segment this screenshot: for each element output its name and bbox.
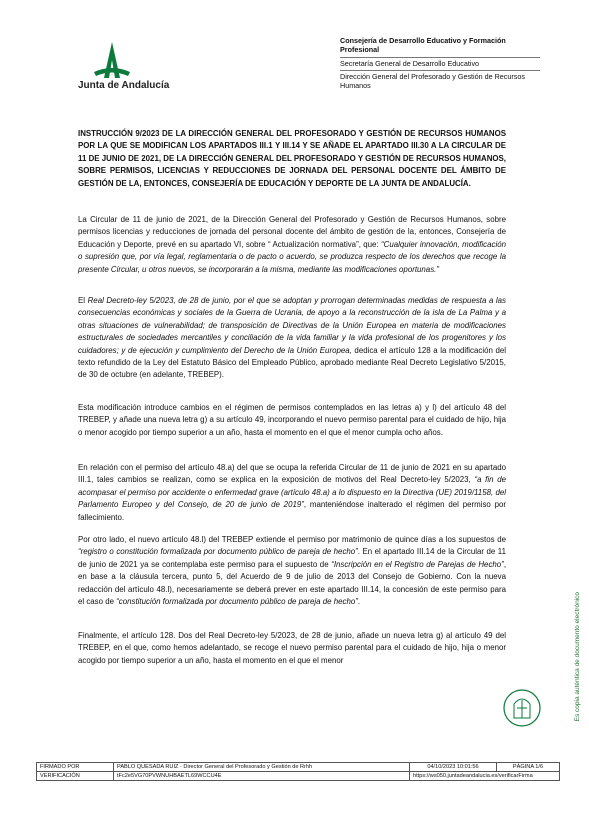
quote: “constitución formalizada por documento público de pareja de hecho” — [116, 597, 358, 607]
ministry-name: Consejería de Desarrollo Educativo y Formación Profesional — [340, 36, 506, 55]
table-cell: VERIFICACIÓN — [37, 772, 114, 781]
text: Por otro lado, el nuevo artículo 48.l) del TREBEP extiende el permiso por matrimonio de quince días a los supuestos de — [78, 535, 506, 544]
text: , manteniéndose inalterado el régimen del permiso por fallecimiento. — [78, 500, 506, 522]
paragraph-5 — [78, 534, 506, 608]
table-cell: PABLO QUESADA RUIZ - Director General del Profesorado y Gestión de Rrhh — [114, 763, 410, 772]
text: . — [357, 597, 361, 607]
paragraph-2 — [78, 295, 506, 382]
text: dedica el artículo 128 a la modificación del texto refundido de la Ley del Estatuto Básico del Empleado Público, aprobado mediante Real Decreto Legislativo 5/2015, de 30 de octubre (en adelante, TREBEP). — [78, 345, 506, 380]
paragraph-1 — [78, 214, 506, 276]
text: En relación con el permiso del artículo 48.a) del que se ocupa la referida Circular de 11 de junio de 2021 en su apartado III.1, tales cambios se realizan, como se explica en la exposición de motivos del Real Decreto-ley 5/2023, — [78, 463, 506, 485]
text: El — [78, 296, 88, 305]
paragraph-6: Finalmente, el artículo 128. Dos del Real Decreto-ley 5/2023, de 28 de junio, añade un nueva letra g) al artículo 49 del TREBEP, en el que, como hemos adelantado, se recoge el nuevo permiso parental para el cuidado de hijo, hija o menor acogido por tiempo superior a un año, hasta el momento en el que el menor — [78, 631, 506, 665]
directorate-name: Dirección General del Profesorado y Gestión de Recursos Humanos — [340, 72, 525, 91]
authenticity-side-note — [574, 592, 584, 732]
text: , en base a la cláusula tercera, punto 5, del Acuerdo de 9 de julio de 2013 del Consejo de Gobierno. Con la nueva redacción del artículo 48.l), necesariamente se deberá prever en este apartado III.14, la concesión de este permiso para el caso de — [78, 559, 507, 607]
quote: “registro o constitución formalizada por documento público de pareja de hecho” — [78, 547, 358, 557]
signature-table — [36, 762, 560, 781]
table-row — [37, 763, 560, 772]
table-cell: PÁGINA 1/6 — [497, 763, 560, 772]
divider — [340, 70, 540, 71]
paragraph-4 — [78, 462, 506, 524]
text: La Circular de 11 de junio de 2021, de la Dirección General del Profesorado y Gestión de Recursos Humanos, sobre permisos licencias y reducciones de jornada del personal docente del ámbito de gestión de la, entonces, Consejería de Educación y Deporte, prevé en su apartado VI, sobre “ Actualización normativa”, que: — [78, 215, 506, 249]
quote: “a fin de acompasar el permiso por accidente o enfermedad grave (artículo 48.a) a lo dispuesto en la Directiva (UE) 2019/1158, del Parlamento Europeo y del Consejo, de 20 de junio de 2019” — [78, 475, 506, 510]
org-name: Junta de Andalucía — [78, 80, 170, 91]
quote: “Cualquier innovación, modificación o supresión que, por vía legal, reglamentaria o de pacto o acuerdo, se produzca respecto de los derechos que recoge la presente Circular, u otros nuevos, se incorporarán a la misma, mediante las modificaciones oportunas.” — [78, 239, 506, 274]
document-title: INSTRUCCIÓN 9/2023 DE LA DIRECCIÓN GENERAL DEL PROFESORADO Y GESTIÓN DE RECURSOS HUMANOS POR LA QUE SE MODIFICAN LOS APARTADOS III.1 Y III.14 Y SE AÑADE EL APARTADO III.30 A LA CIRCULAR DE 11 DE JUNIO DE 2021, DE LA DIRECCIÓN GENERAL DEL PROFESORADO Y GESTIÓN DE RECURSOS HUMANOS, SOBRE PERMISOS, LICENCIAS Y REDUCCIONES DE JORNADA DEL PERSONAL DOCENTE DEL ÁMBITO DE GESTIÓN DE LA, ENTONCES, CONSEJERÍA DE EDUCACIÓN Y DEPORTE DE LA JUNTA DE ANDALUCÍA. — [78, 129, 506, 188]
verification-code: tFc2e5VG70PVWNUHBAETL69WCCU4E — [114, 772, 410, 781]
divider — [340, 57, 540, 58]
verification-link[interactable]: https://ws050.juntadeandalucia.es/verificarFirma — [410, 772, 560, 781]
secretariat-name: Secretaría General de Desarrollo Educativo — [340, 58, 480, 68]
quote: “Inscripción en el Registro de Parejas de Hecho” — [331, 559, 504, 569]
table-cell: 04/10/2023 10:01:56 — [410, 763, 497, 772]
table-cell: FIRMADO POR — [37, 763, 114, 772]
text: . En el apartado III.14 de la Circular de 11 de junio de 2021 ya se contemplaba este permiso para el supuesto de — [78, 547, 506, 569]
paragraph-3: Esta modificación introduce cambios en el régimen de permisos contemplados en las letras a) y l) del artículo 48 del TREBEP, y añade una nueva letra g) a su artículo 49, incorporando el nuevo permiso parental para el cuidado de hijo, hija o menor acogido por tiempo superior a un año, hasta el momento en el que el menor cumpla ocho años. — [78, 403, 506, 437]
department-header — [340, 36, 540, 91]
law-title: Real Decreto-ley 5/2023, de 28 de junio, por el que se adoptan y prorrogan determinadas medidas de respuesta a las consecuencias económicas y sociales de la Guerra de Ucrania, de apoyo a la reconstrucción de la isla de La Palma y a otras situaciones de vulnerabilidad; de transposición de Directivas de la Unión Europea en materia de modificaciones estructurales de sociedades mercantiles y conciliación de la vida familiar y la vida profesional de los progenitores y los cuidadores; y de ejecución y cumplimiento del Derecho de la Unión Europea, — [78, 296, 506, 355]
table-row — [37, 772, 560, 781]
side-text: Es copia auténtica de documento electrónico — [574, 592, 581, 722]
seal-icon — [502, 688, 542, 728]
